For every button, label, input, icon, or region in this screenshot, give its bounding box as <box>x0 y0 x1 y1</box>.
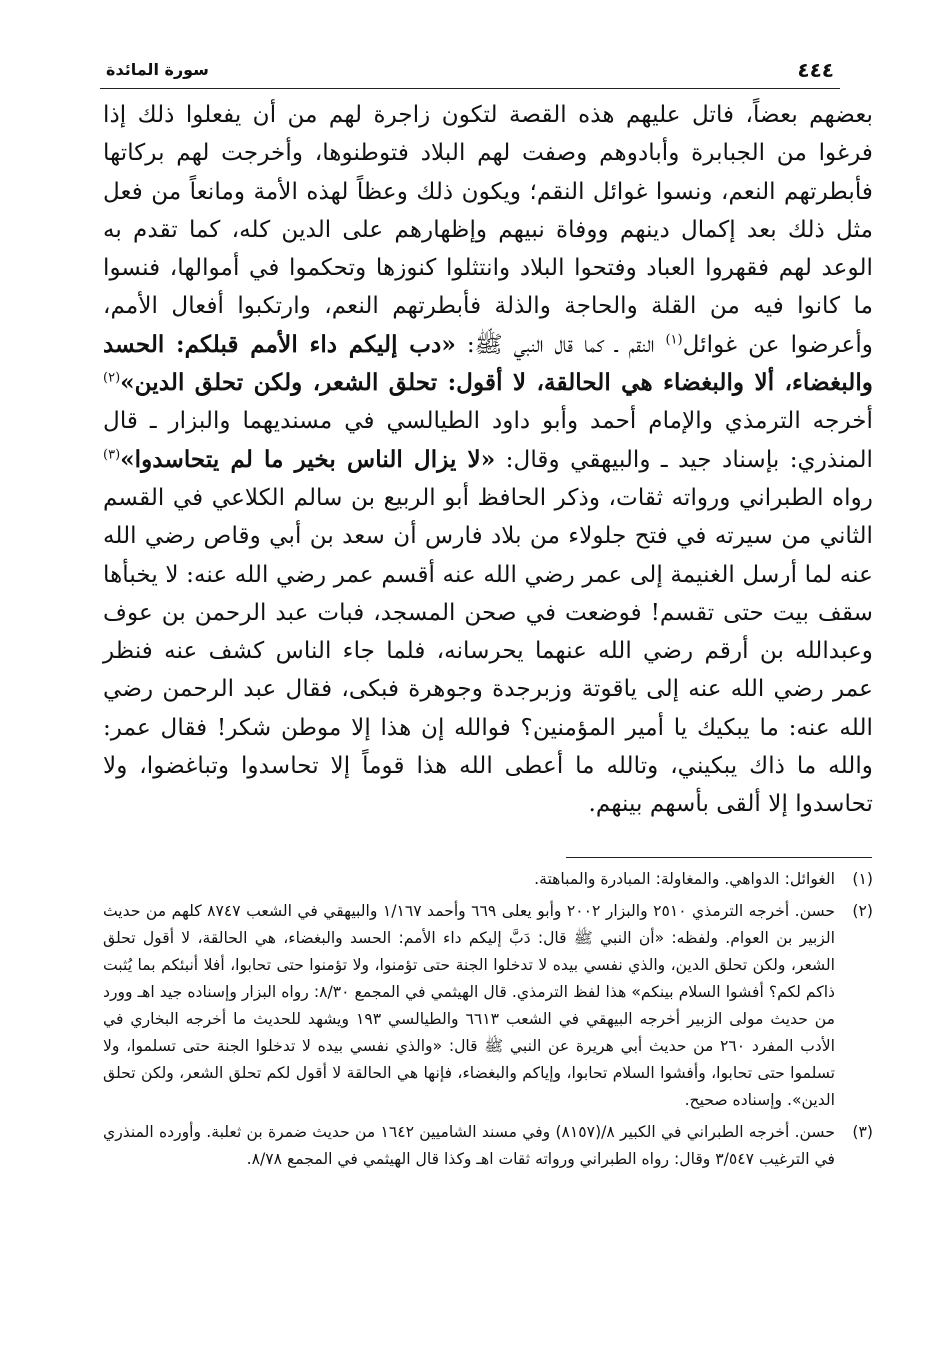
footnote-number: (٢) <box>852 902 873 920</box>
hadith-quote-1: «دب إليكم داء الأمم قبلكم: الحسد والبغضاء، ألا والبغضاء هي الحالقة، لا أقول: تحلق الشعر، ولكن تحلق الدين» <box>103 330 873 397</box>
page-header <box>100 54 840 89</box>
text-segment-4: رواه الطبراني ورواته ثقات، وذكر الحافظ أبو الربيع بن سالم الكلاعي في القسم الثاني من سيرته في فتح جلولاء من بلاد فارس أن سعد بن أبي وقاص رضي الله عنه لما أرسل الغنيمة إلى عمر رضي الله عنه أقسم عمر رضي الله عنه: لا يخبأها سقف بيت حتى تقسم! فوضعت في صحن المسجد، فبات عبد الرحمن بن عوف وعبدالله بن أرقم رضي الله عنهما يحرسانه، فلما جاء الناس كشف عنه فنظر عمر رضي الله عنه إلى ياقوتة وزبرجدة وجوهرة فبكى، فقال عبد الرحمن رضي الله عنه: ما يبكيك يا أمير المؤمنين؟ فوالله إن هذا إلا موطن شكر! فقال عمر: والله ما ذاك يبكيني، وتالله ما أعطى الله هذا قوماً إلا تحاسدوا وتباغضوا، ولا تحاسدوا إلا ألقى بأسهم بينهم. <box>103 483 873 818</box>
footnote-ref-2: (٢) <box>103 370 121 386</box>
hadith-quote-2: «لا يزال الناس بخير ما لم يتحاسدوا» <box>120 445 496 473</box>
footnote-2 <box>103 898 873 1114</box>
main-text <box>103 96 873 824</box>
footnote-number: (٣) <box>852 1123 873 1141</box>
footnote-text: حسن. أخرجه الطبراني في الكبير ٨/(٨١٥٧) وفي مسند الشاميين ١٦٤٢ من حديث ضمرة بن ثعلبة. وأورده المنذري في الترغيب ٣/٥٤٧ وقال: رواه الطبراني ورواته ثقات اهـ وكذا قال الهيثمي في المجمع ٨/٧٨. <box>103 1123 835 1168</box>
footnote-number: (١) <box>852 870 873 888</box>
footnotes <box>103 866 873 1178</box>
surah-title: سورة المائدة <box>106 60 209 79</box>
footnote-ref-3: (٣) <box>103 446 121 462</box>
footnote-ref-1: (١) <box>665 332 683 348</box>
main-paragraph <box>103 96 873 824</box>
footnote-divider <box>566 857 872 858</box>
text-segment-3: أخرجه الترمذي والإمام أحمد وأبو داود الطيالسي في مسنديهما والبزار ـ قال المنذري: بإسناد جيد ـ والبيهقي وقال: <box>103 407 873 473</box>
text-segment-2: النقم ـ كما قال النبي ﷺ: <box>455 330 666 358</box>
page-number: ٤٤٤ <box>797 58 834 82</box>
footnote-text: حسن. أخرجه الترمذي ٢٥١٠ والبزار ٢٠٠٢ وأبو يعلى ٦٦٩ وأحمد ١/١٦٧ والبيهقي في الشعب ٨٧٤٧ كلهم من حديث الزبير بن العوام. ولفظه: «أن النبي ﷺ قال: دَبَّ إليكم داء الأمم: الحسد والبغضاء، هي الحالقة، لا أقول تحلق الشعر، ولكن تحلق الدين، والذي نفسي بيده لا تدخلوا الجنة حتى تؤمنوا، ولا تؤمنوا حتى تحابوا، أفلا أنبئكم بما يُثبت ذاكم لكم؟ أفشوا السلام بينكم» هذا لفظ الترمذي. قال الهيثمي في المجمع ٨/٣٠: رواه البزار وإسناده جيد اهـ وورد من حديث مولى الزبير أخرجه البيهقي في الشعب ٦٦١٣ والطيالسي ١٩٣ ويشهد للحديث ما أخرجه البخاري في الأدب المفرد ٢٦٠ من حديث أبي هريرة عن النبي ﷺ قال: «والذي نفسي بيده لا تدخلوا الجنة حتى تسلموا، ولا تسلموا حتى تحابوا، وأفشوا السلام تحابوا، وإياكم والبغضاء، فإنها هي الحالقة لا أقول لكم تحلق الشعر، ولكن تحلق الدين». وإسناده صحيح. <box>103 902 836 1109</box>
footnote-1 <box>103 866 873 893</box>
footnote-3 <box>103 1119 873 1173</box>
text-segment-1: بعضهم بعضاً، فاتل عليهم هذه القصة لتكون زاجرة لهم من أن يفعلوا ذلك إذا فرغوا من الجبابرة وأبادوهم وصفت لهم البلاد فتوطنوها، وأخرجت لهم بركاتها فأبطرتهم النعم، ونسوا غوائل النقم؛ ويكون ذلك وعظاً لهذه الأمة ومانعاً من فعل مثل ذلك بعد إكمال دينهم ووفاة نبيهم وإظهارهم على الدين كله، كما تقدم به الوعد لهم فقهروا العباد وفتحوا البلاد وانتثلوا كنوزها وتحكموا في أموالها، فنسوا ما كانوا فيه من القلة والحاجة والذلة فأبطرتهم النعم، وارتكبوا أفعال الأمم، وأعرضوا عن غوائل <box>103 101 873 358</box>
footnote-text: الغوائل: الدواهي. والمغاولة: المبادرة والمباهتة. <box>534 870 835 888</box>
